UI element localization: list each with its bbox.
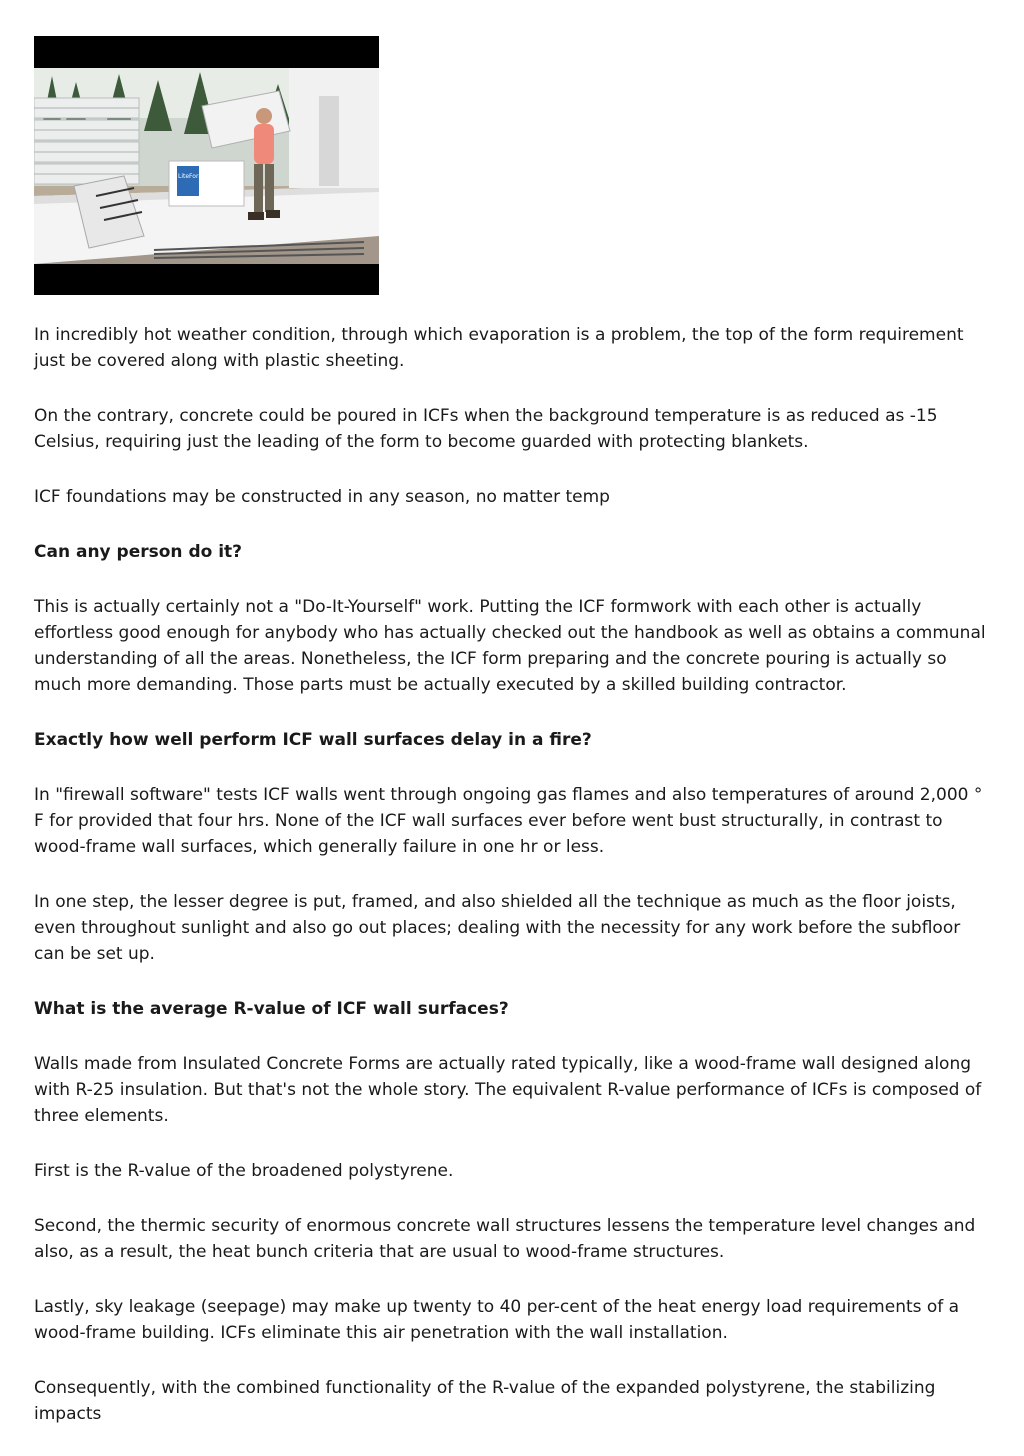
- paragraph: Second, the thermic security of enormous concrete wall structures lessens the temperature level changes and also, as a result, the heat bunch criteria that are usual to wood-frame structures.: [34, 1216, 976, 1262]
- paragraph: Walls made from Insulated Concrete Forms are actually rated typically, like a wood-frame wall designed along with R-25 insulation. But that's not the whole story. The equivalent R-value performance of ICFs is composed of three elements.: [34, 1054, 982, 1126]
- article-page: [34, 36, 994, 1456]
- article-image[interactable]: [34, 36, 379, 295]
- paragraph: Lastly, sky leakage (seepage) may make up twenty to 40 per-cent of the heat energy load requirements of a wood-frame building. ICFs eliminate this air penetration with the wall installation.: [34, 1297, 960, 1343]
- paragraph: First is the R-value of the broadened polystyrene.: [34, 1161, 454, 1181]
- section-heading: Exactly how well perform ICF wall surfaces delay in a fire?: [34, 730, 592, 750]
- section-heading: Can any person do it?: [34, 542, 243, 562]
- icf-construction-photo: [34, 36, 379, 295]
- paragraph: In one step, the lesser degree is put, framed, and also shielded all the technique as much as the floor joists, even throughout sunlight and also go out places; dealing with the necessity for any work before the subfloor can be set up.: [34, 892, 961, 964]
- paragraph: In "firewall software" tests ICF walls went through ongoing gas flames and also temperatures of around 2,000 ° F for provided that four hrs. None of the ICF wall surfaces ever before went bust structurally, in contrast to wood-frame wall surfaces, which generally failure in one hr or less.: [34, 785, 983, 857]
- paragraph: This is actually certainly not a "Do-It-Yourself" work. Putting the ICF formwork with each other is actually effortless good enough for anybody who has actually checked out the handbook as well as obtains a communal understanding of all the areas. Nonetheless, the ICF form preparing and the concrete pouring is actually so much more demanding. Those parts must be actually executed by a skilled building contractor.: [34, 597, 986, 695]
- section-heading: What is the average R-value of ICF wall surfaces?: [34, 999, 509, 1019]
- paragraph: ICF foundations may be constructed in any season, no matter temp: [34, 487, 610, 507]
- paragraph: In incredibly hot weather condition, through which evaporation is a problem, the top of the form requirement just be covered along with plastic sheeting.: [34, 325, 964, 371]
- article-body: [34, 322, 994, 1427]
- sign-text: LiteForm: [178, 173, 205, 180]
- paragraph: On the contrary, concrete could be poured in ICFs when the background temperature is as reduced as -15 Celsius, requiring just the leading of the form to become guarded with protecting blankets.: [34, 406, 938, 452]
- paragraph: Consequently, with the combined functionality of the R-value of the expanded polystyrene, the stabilizing impacts: [34, 1378, 936, 1424]
